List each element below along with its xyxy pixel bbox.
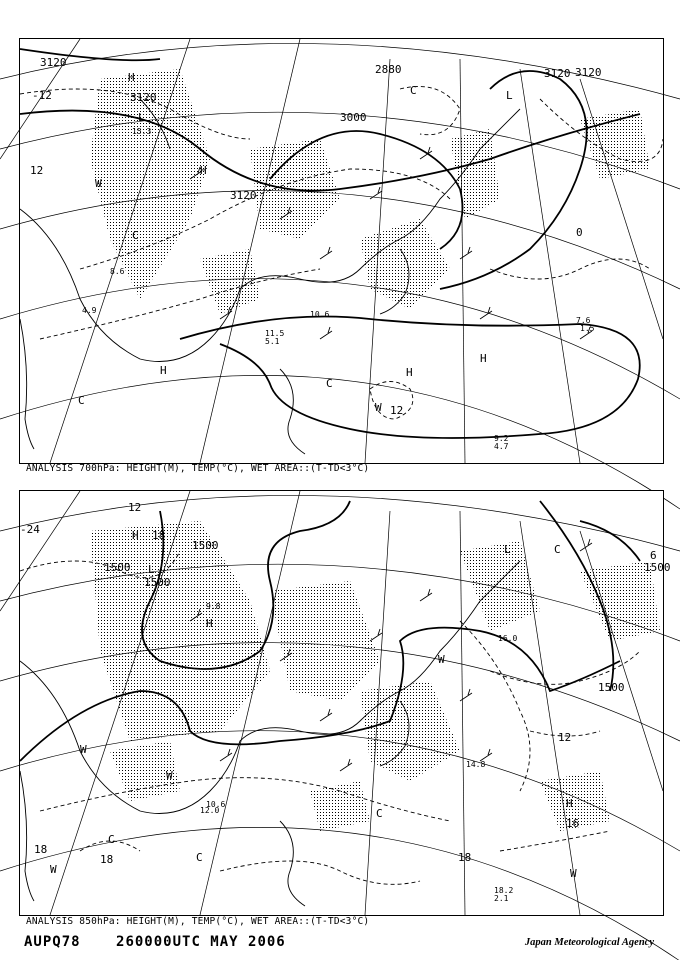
temp-label: 18 (34, 843, 48, 856)
temp-label: 18 (152, 529, 166, 542)
wet-areas (90, 69, 650, 314)
station-value: 5.1 (265, 337, 280, 346)
chart-footer (24, 934, 312, 950)
height-label: 3120 (130, 91, 157, 104)
center-label: L (148, 563, 155, 576)
station-value: 15.3 (132, 127, 152, 136)
center-label: H (480, 352, 487, 365)
height-label: 1500 (598, 681, 625, 694)
station-value: 2.1 (494, 894, 509, 903)
map-700hpa (20, 39, 663, 463)
center-label: C (326, 377, 333, 390)
station-value: 4.7 (494, 442, 509, 451)
station-value: 10.6 (206, 800, 226, 809)
station-value: 12.0 (200, 806, 220, 815)
station-value: 7.6 (576, 316, 591, 325)
caption-700hpa: ANALYSIS 700hPa: HEIGHT(M), TEMP(°C), WET AREA::(T-TD<3°C) (26, 463, 370, 474)
caption-850hpa: ANALYSIS 850hPa: HEIGHT(M), TEMP(°C), WET AREA::(T-TD<3°C) (26, 916, 370, 927)
center-label: H (128, 71, 135, 84)
center-label: C (196, 851, 203, 864)
height-label: 3120 (40, 56, 67, 69)
temp-label: 12 (128, 501, 142, 514)
height-label: 1500 (192, 539, 219, 552)
center-label: H (566, 797, 573, 810)
center-label: C (376, 807, 383, 820)
center-label: H (406, 366, 413, 379)
station-value: 1.5 (580, 324, 595, 333)
temp-label: 12 (30, 164, 44, 177)
height-label: 3120 (544, 67, 571, 80)
center-label: C (78, 394, 85, 407)
chart-700hpa (19, 38, 664, 464)
center-label: C (410, 84, 417, 97)
center-label: W (166, 769, 173, 782)
station-value: 8.6 (110, 267, 125, 276)
center-label: W (570, 867, 577, 880)
station-value: 18.2 (494, 886, 514, 895)
height-label: 1500 (144, 576, 171, 589)
center-label: W (375, 401, 382, 414)
center-label: H (206, 617, 213, 630)
station-value: 10.6 (310, 310, 330, 319)
temp-label: 16 (566, 817, 580, 830)
station-value: 9.8 (206, 602, 221, 611)
height-label: 1500 (104, 561, 131, 574)
station-value: 11.5 (265, 329, 285, 338)
temp-label: 12 (558, 731, 572, 744)
chart-850hpa (19, 490, 671, 916)
height-label: 2880 (375, 63, 402, 76)
height-label: 1500 (644, 561, 671, 574)
temp-label: 18 (458, 851, 472, 864)
agency-name: Japan Meteorological Agency (524, 937, 654, 948)
center-label: W (438, 653, 445, 666)
height-label: 3120 (230, 189, 257, 202)
center-label: L (504, 543, 511, 556)
valid-time: 260000UTC MAY 2006 (116, 934, 286, 950)
station-value: 9.2 (494, 434, 509, 443)
temp-label: 12 (390, 404, 404, 417)
temp-label: 18 (100, 853, 114, 866)
center-label: C (108, 833, 115, 846)
chart-id: AUPQ78 (24, 934, 81, 950)
height-label: 3000 (340, 111, 367, 124)
center-label: W (50, 863, 57, 876)
station-value: 16.0 (498, 634, 518, 643)
center-label: H (132, 529, 139, 542)
map-850hpa (20, 491, 671, 915)
center-label: C (554, 543, 561, 556)
center-label: L (506, 89, 513, 102)
center-label: C (132, 229, 139, 242)
temp-label: 0 (576, 226, 583, 239)
temp-label: 6 (650, 549, 657, 562)
temp-label: -12 (32, 89, 52, 102)
temp-label: -24 (20, 523, 40, 536)
station-value: 14.8 (466, 760, 486, 769)
height-label: 3120 (575, 66, 602, 79)
wet-areas (90, 521, 660, 831)
center-label: W (95, 177, 102, 190)
center-label: H (160, 364, 167, 377)
station-value: 4.9 (82, 306, 97, 315)
center-label: L (138, 111, 145, 124)
center-label: H (200, 164, 207, 177)
center-label: W (80, 743, 87, 756)
